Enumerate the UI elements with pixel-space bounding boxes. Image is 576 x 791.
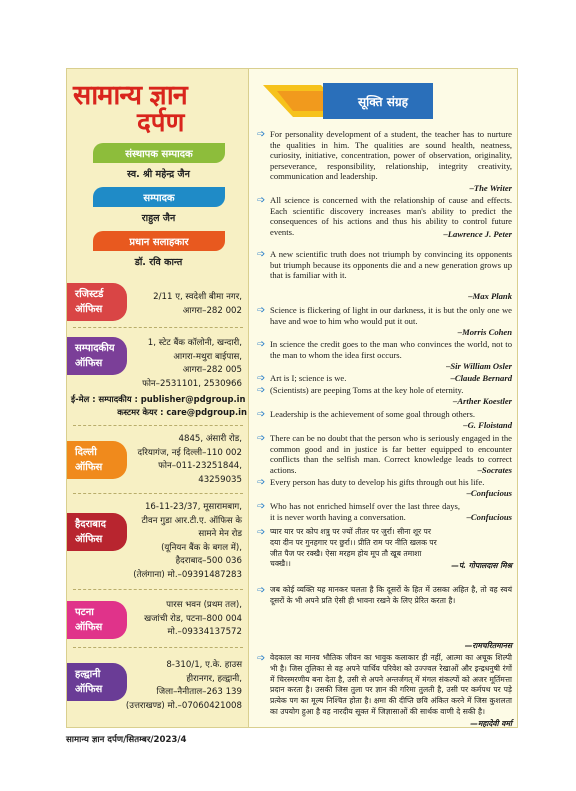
section-banner [263, 77, 433, 125]
role-name-editor: राहुल जैन [141, 213, 176, 224]
address-line: (तेलंगाना) मो.–09391487283 [133, 569, 242, 580]
arrow-icon: ➩ [257, 653, 266, 664]
magazine-logo-line2: दर्पण [137, 108, 185, 138]
address-line: आगरा–282 005 [182, 365, 242, 375]
address-line: सामने मेन रोड [198, 529, 242, 539]
section-title: सूक्ति संग्रह [333, 88, 433, 114]
address-line: दरियागंज, नई दिल्ली–110 002 [137, 447, 242, 458]
role-title: सम्पादक [143, 193, 175, 204]
quote-text: वेदकाल का मानव भौतिक जीवन का भावुक कलाकार ही नहीं, आत्मा का अचूक शिल्पी भी है। जिस तूलिका से वह अपने पार्थिव परिवेश को उज्ज्वल रेखाओं और इन्द्रधनुषी रंगों में चिरस्मरणीय बना देता है, उसी से अपने अन्तर्जगत् में मंगल संकल्पों को अजर मूर्तिमत्ता प्रदान करता है। उसकी जिस तुला पर ज्ञान की गरिमा तुलती है, उसी पर कर्मपथ पर पड़े प्रत्येक पग का मूल्य निश्चित होता है। क्षमा की दीप्ति छवि अंकित करने में जिस कुशलता का उपयोग हुआ है वह नारदीय सूक्त में जिज्ञासाओं की सार्थक वाणी दे सकी है। [270, 653, 512, 716]
magazine-logo-line1: सामान्य ज्ञान [73, 80, 187, 111]
masthead-panel [66, 68, 249, 728]
office-tab-hyderabad [67, 513, 127, 551]
address-line: 2/11 ए, स्वदेशी बीमा नगर, [153, 292, 242, 302]
divider [73, 425, 243, 426]
arrow-icon: ➩ [257, 477, 266, 488]
role-title: संस्थापक सम्पादक [125, 149, 193, 160]
quote-text: In science the credit goes to the man who convinces the world, not to the man to whom the idea first occurs. [270, 339, 512, 360]
divider [73, 589, 243, 590]
arrow-icon: ➩ [257, 249, 266, 260]
office-tab-line: पटना [75, 607, 94, 618]
quotes-panel [249, 68, 518, 728]
quote-text: For personality development of a student, the teacher has to nurture the qualities in him. The qualities are sound health, neatness, curiosity, initiative, concentration, power of observation, originality, perseverance, responsibility, relationship, integrity creativity, communication and leadership. [270, 129, 512, 182]
office-address-editorial [142, 337, 242, 391]
page-frame [66, 68, 518, 728]
office-address-patna [144, 599, 242, 640]
address-line: हैदराबाद–500 036 [175, 556, 242, 566]
page-footer: सामान्य ज्ञान दर्पण/सितम्बर/2023/4 [66, 735, 187, 745]
office-tab-line: सम्पादकीय [75, 343, 115, 354]
quote-author: —पं. गोपालदास मिश्र [451, 561, 512, 570]
quote-text: Who has not enriched himself over the last three days, it is never worth having a conversation. [270, 501, 460, 522]
divider [73, 647, 243, 648]
quote-author: –Arther Koestler [453, 396, 512, 406]
quote-author: –Max Plank [468, 291, 512, 301]
address-line: जिला–नैनीताल–263 139 [156, 687, 242, 697]
quote-author: –Confucious [466, 488, 512, 498]
quote-text: Art is I; science is we. [270, 373, 347, 383]
address-line: आगरा-मथुरा बाईपास, [173, 351, 242, 362]
quote-author: –Confucious [466, 512, 512, 522]
office-address-hyderabad [133, 501, 242, 582]
office-tab-line: ऑफिस [75, 304, 103, 315]
quote-author: —रामचरितमानस [464, 641, 512, 650]
address-line: (उत्तराखण्ड) मो.–07060421008 [125, 700, 242, 711]
quote-text: Leadership is the achievement of some goal through others. [270, 409, 475, 419]
address-line: पारस भवन (प्रथम तल), [166, 600, 242, 610]
address-line: 4845, अंसारी रोड, [178, 434, 242, 444]
office-address-haldwani [126, 659, 242, 713]
role-name-founder: स्व. श्री महेन्द्र जैन [127, 169, 190, 180]
address-line: 43259035 [198, 474, 242, 485]
email-editorial[interactable]: ई-मेल : सम्पादकीय : publisher@pdgroup.in [71, 394, 246, 404]
office-tab-patna [67, 601, 127, 639]
office-tab-delhi [67, 441, 127, 479]
address-line: 8-310/1, ए.के. हाउस [166, 660, 242, 670]
role-bar-advisor [93, 231, 225, 251]
quote-text: Every person has duty to develop his gifts through out his life. [270, 477, 485, 487]
office-tab-registered [67, 283, 127, 321]
quote-text: Science is flickering of light in our darkness, it is but the only one we have and woe to him who would put it out. [270, 305, 512, 326]
address-line: आगरा–282 002 [182, 305, 242, 316]
arrow-icon: ➩ [257, 195, 266, 206]
address-line: हीरानगर, हल्द्वानी, [186, 673, 242, 684]
office-tab-editorial [67, 337, 127, 375]
arrow-icon: ➩ [257, 339, 266, 350]
role-bar-editor [93, 187, 225, 207]
office-tab-line: ऑफिस [75, 684, 103, 695]
arrow-icon: ➩ [257, 585, 266, 596]
quote-text: A new scientific truth does not triumph by convincing its opponents but triumph because its opponents die and a new generation grows up that is familiar with it. [270, 249, 512, 281]
address-line: 1, स्टेट बैंक कॉलोनी, खन्दारी, [147, 338, 242, 348]
email-customer-care[interactable]: कस्टमर केयर : care@pdgroup.in [117, 407, 247, 417]
address-line: (यूनियन बैंक के बगल में), [161, 542, 242, 553]
office-tab-line: ऑफिस [75, 622, 103, 633]
quote-text: All science is concerned with the relationship of cause and effects. Each scientific discovery increases man's ability to predict the consequences of his actions and thus his ability to control future events. [270, 195, 512, 237]
address-line: खजांची रोड, पटना–800 004 [144, 613, 242, 624]
office-address-registered [153, 291, 242, 318]
arrow-icon: ➩ [257, 501, 266, 512]
office-tab-line: दिल्ली [75, 447, 97, 458]
quote-author: –Lawrence J. Peter [443, 229, 512, 239]
quote-author: —महादेवी वर्मा [470, 719, 512, 728]
quote-author: –Socrates [477, 465, 512, 475]
office-tab-line: ऑफिस [75, 462, 103, 473]
divider [73, 493, 243, 494]
role-name-advisor: डॉ. रवि कान्त [134, 257, 183, 268]
arrow-icon: ➩ [257, 409, 266, 420]
office-tab-line: ऑफिस [75, 358, 103, 369]
arrow-icon: ➩ [257, 527, 266, 538]
quote-author: –The Writer [469, 183, 512, 193]
quote-text: (Scientists) are peeping Toms at the key hole of eternity. [270, 385, 464, 395]
address-line: फोन–011-23251844, [158, 461, 242, 471]
address-line: 16-11-23/37, मूसारामबाग, [144, 502, 242, 512]
arrow-icon: ➩ [257, 129, 266, 140]
office-address-delhi [138, 433, 242, 487]
quote-author: –Sir William Osler [446, 361, 512, 371]
address-line: टीवन गुडा आर.टी.ए. ऑफिस के [141, 515, 242, 526]
address-line: फोन–2531101, 2530966 [142, 378, 242, 389]
role-bar-founder [93, 143, 225, 163]
quote-text: प्यार यार पर कोप शत्रु पर ज्यों तीतर पर जुर्रा। सीना शूर पर दया दीन पर गुनहगार पर छुर्रा।। प्रीति राम पर नीति खलक पर जीत पैज पर रक्खै। ऐसा मरहम होय मूप तौ खूब तमाशा चक्खै।। [270, 527, 437, 569]
office-tab-line: हैदराबाद [75, 519, 106, 530]
quote-text: जब कोई व्यक्ति यह मानकर चलता है कि दूसरों के हित में उसका अहित है, तो वह स्वयं दूसरों के भी अपने प्रति ऐसी ही भावना रखने के लिए प्रेरित करता है। [270, 585, 512, 605]
arrow-icon: ➩ [257, 305, 266, 316]
office-tab-line: रजिस्टर्ड [75, 289, 104, 300]
office-tab-line: हल्द्वानी [75, 669, 101, 680]
quote-text: There can be no doubt that the person who is seriously engaged in the common good and in justice is far better equipped to encounter conflicts than the selfish man. Correct knowledge leads to correct actions. [270, 433, 512, 475]
email-block [71, 393, 247, 419]
role-title: प्रधान सलाहकार [129, 237, 189, 248]
office-tab-line: ऑफिस [75, 534, 103, 545]
arrow-icon: ➩ [257, 373, 266, 384]
arrow-icon: ➩ [257, 433, 266, 444]
quote-author: –Claude Bernard [450, 373, 512, 383]
quote-author: –G. Floistand [463, 420, 512, 430]
arrow-icon: ➩ [257, 385, 266, 396]
quote-author: –Morris Cohen [457, 327, 512, 337]
office-tab-haldwani [67, 663, 127, 701]
address-line: मो.–09334137572 [167, 627, 242, 637]
divider [73, 327, 243, 328]
